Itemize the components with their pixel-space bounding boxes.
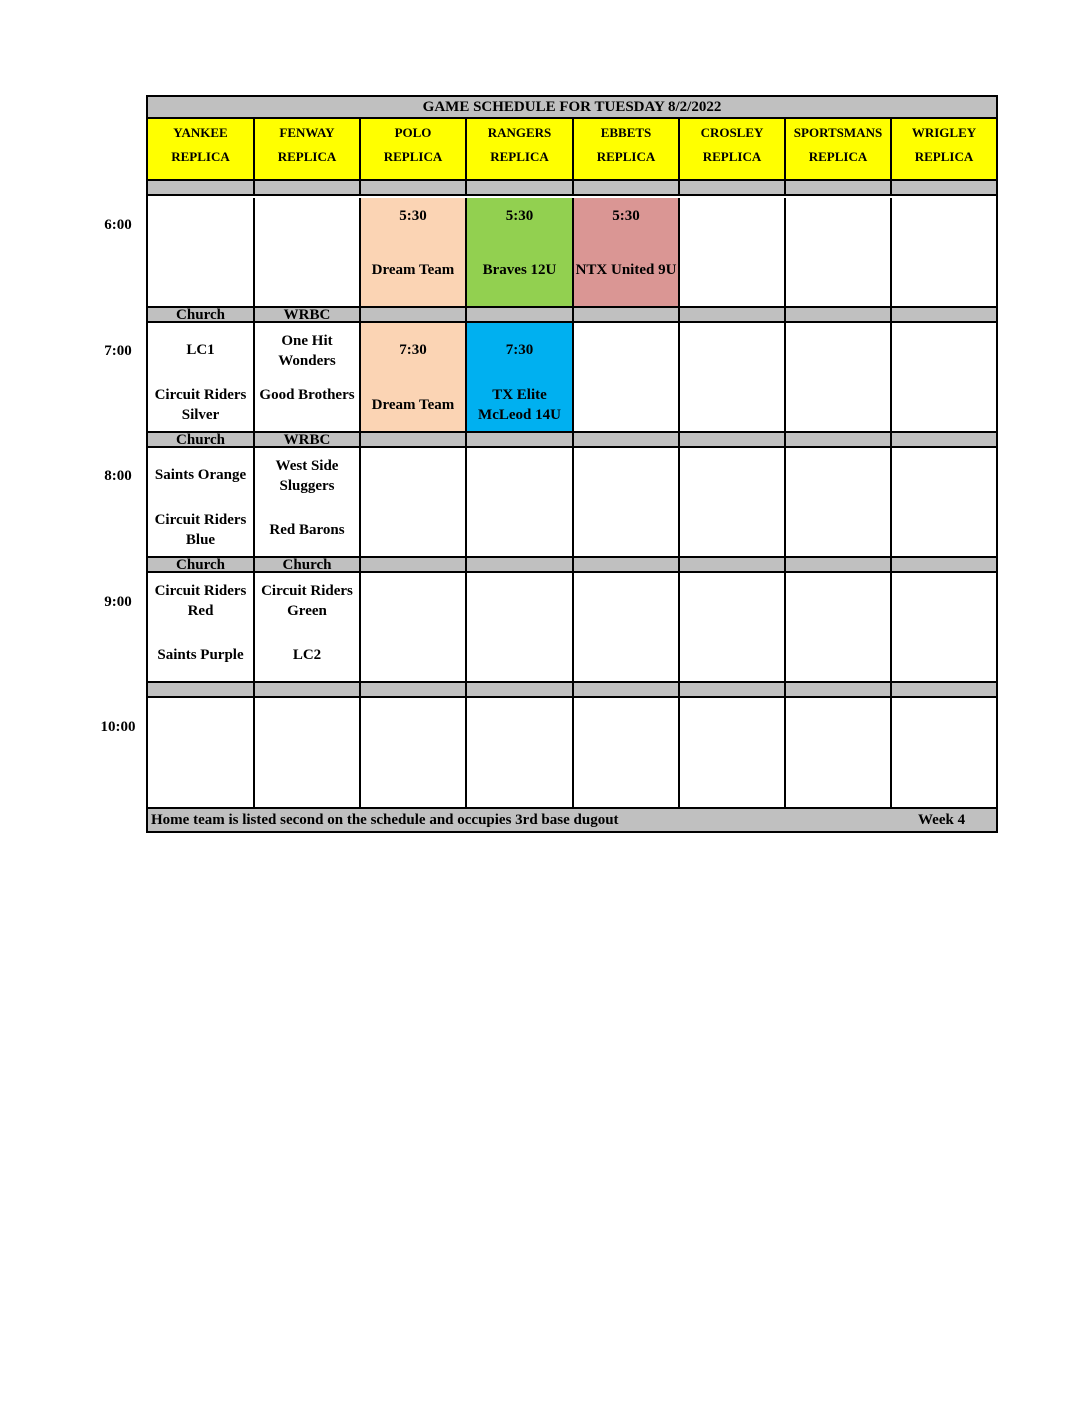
separator-cell — [574, 181, 680, 196]
separator-cell: Church — [148, 308, 255, 323]
separator-cell — [255, 181, 361, 196]
time-label-6: 6:00 — [104, 217, 132, 233]
separator-cell — [892, 433, 996, 448]
slot-wrigley-7 — [892, 323, 996, 433]
slot-crosley-6 — [680, 198, 786, 308]
team-name: Saints Orange — [154, 467, 247, 483]
team-name: NTX United 9U — [575, 262, 677, 278]
slot-wrigley-6 — [892, 198, 996, 308]
slot-fenway-9 — [255, 573, 361, 683]
separator-cell — [574, 433, 680, 448]
slot-fenway-10 — [255, 698, 361, 809]
time-label-10: 10:00 — [100, 719, 136, 735]
separator-cell — [892, 308, 996, 323]
separator-cell — [680, 683, 786, 698]
field-sub: REPLICA — [490, 149, 549, 164]
slot-polo-10 — [361, 698, 467, 809]
field-header-crosley — [680, 119, 786, 181]
team-name: Circuit Riders Green — [261, 583, 353, 619]
slot-sportsmans-7 — [786, 323, 892, 433]
field-name: POLO — [394, 125, 432, 140]
separator-cell — [148, 683, 255, 698]
team-name: Good Brothers — [259, 387, 355, 403]
team-name: LC1 — [186, 342, 215, 358]
slot-crosley-9 — [680, 573, 786, 683]
slot-rangers-6 — [467, 198, 574, 308]
slot-crosley-10 — [680, 698, 786, 809]
slot-yankee-6 — [148, 198, 255, 308]
separator-cell: WRBC — [255, 433, 361, 448]
schedule-table — [146, 95, 998, 833]
team-name: West Side Sluggers — [275, 458, 339, 494]
game-time: 5:30 — [399, 208, 427, 224]
field-name: WRIGLEY — [911, 125, 977, 140]
time-label-9: 9:00 — [104, 594, 132, 610]
separator-cell — [361, 433, 467, 448]
separator-cell — [361, 308, 467, 323]
field-sub: REPLICA — [596, 149, 656, 164]
separator-cell — [574, 308, 680, 323]
field-name: RANGERS — [487, 125, 552, 140]
separator-cell: Church — [148, 558, 255, 573]
field-header-rangers — [467, 119, 574, 181]
separator-cell — [892, 558, 996, 573]
slot-yankee-8 — [148, 448, 255, 558]
separator-cell: Church — [148, 433, 255, 448]
separator-cell — [680, 308, 786, 323]
slot-crosley-8 — [680, 448, 786, 558]
team-name: Red Barons — [269, 522, 345, 538]
game-time: 5:30 — [612, 208, 640, 224]
field-sub: REPLICA — [383, 149, 443, 164]
team-name: LC2 — [292, 647, 322, 663]
game-time: 5:30 — [505, 208, 534, 224]
separator-cell — [467, 308, 574, 323]
field-sub: REPLICA — [277, 149, 337, 164]
separator-cell — [892, 683, 996, 698]
separator-cell — [467, 558, 574, 573]
field-header-sportsmans — [786, 119, 892, 181]
field-sub: REPLICA — [914, 149, 974, 164]
team-name: Saints Purple — [157, 647, 244, 663]
separator-cell — [786, 181, 892, 196]
field-name: EBBETS — [600, 125, 652, 140]
slot-sportsmans-10 — [786, 698, 892, 809]
team-name: Circuit Riders Red — [154, 583, 247, 619]
team-name: Circuit Riders Blue — [154, 512, 247, 548]
schedule-title: GAME SCHEDULE FOR TUESDAY 8/2/2022 — [148, 97, 996, 119]
field-header-fenway — [255, 119, 361, 181]
slot-crosley-7 — [680, 323, 786, 433]
field-header-yankee — [148, 119, 255, 181]
slot-rangers-10 — [467, 698, 574, 809]
separator-cell — [892, 181, 996, 196]
slot-wrigley-10 — [892, 698, 996, 809]
slot-polo-6 — [361, 198, 467, 308]
separator-cell — [786, 683, 892, 698]
separator-cell — [467, 181, 574, 196]
team-name: Dream Team — [371, 397, 455, 413]
separator-cell — [255, 683, 361, 698]
slot-fenway-8 — [255, 448, 361, 558]
separator-cell — [361, 558, 467, 573]
slot-ebbets-7 — [574, 323, 680, 433]
separator-cell — [467, 433, 574, 448]
separator-cell — [680, 181, 786, 196]
separator-cell — [680, 558, 786, 573]
field-name: SPORTSMANS — [793, 125, 883, 140]
separator-cell — [467, 683, 574, 698]
slot-fenway-6 — [255, 198, 361, 308]
team-name: One Hit Wonders — [278, 333, 336, 369]
slot-yankee-9 — [148, 573, 255, 683]
slot-ebbets-6 — [574, 198, 680, 308]
time-label-8: 8:00 — [104, 468, 132, 484]
slot-ebbets-9 — [574, 573, 680, 683]
slot-rangers-7 — [467, 323, 574, 433]
footer-bar — [148, 809, 996, 831]
field-name: YANKEE — [173, 125, 228, 140]
field-header-ebbets — [574, 119, 680, 181]
slot-fenway-7 — [255, 323, 361, 433]
separator-cell: WRBC — [255, 308, 361, 323]
home-team-note: Home team is listed second on the schedule and occupies 3rd base dugout — [151, 812, 619, 828]
slot-sportsmans-6 — [786, 198, 892, 308]
week-label: Week 4 — [918, 812, 966, 828]
separator-cell — [361, 181, 467, 196]
slot-rangers-9 — [467, 573, 574, 683]
separator-cell — [786, 308, 892, 323]
separator-cell — [574, 683, 680, 698]
game-time: 7:30 — [505, 342, 534, 358]
separator-cell: Church — [255, 558, 361, 573]
separator-cell — [574, 558, 680, 573]
separator-cell — [680, 433, 786, 448]
separator-cell — [786, 558, 892, 573]
field-sub: REPLICA — [702, 149, 762, 164]
field-name: FENWAY — [279, 125, 335, 140]
slot-ebbets-10 — [574, 698, 680, 809]
field-sub: REPLICA — [171, 149, 230, 164]
team-name: Circuit Riders Silver — [154, 387, 247, 423]
field-sub: REPLICA — [808, 149, 868, 164]
slot-wrigley-9 — [892, 573, 996, 683]
slot-sportsmans-8 — [786, 448, 892, 558]
slot-polo-7 — [361, 323, 467, 433]
slot-polo-8 — [361, 448, 467, 558]
slot-polo-9 — [361, 573, 467, 683]
slot-wrigley-8 — [892, 448, 996, 558]
separator-cell — [786, 433, 892, 448]
separator-cell — [361, 683, 467, 698]
field-header-polo — [361, 119, 467, 181]
team-name: Dream Team — [371, 262, 455, 278]
slot-yankee-10 — [148, 698, 255, 809]
field-name: CROSLEY — [700, 125, 764, 140]
field-header-wrigley — [892, 119, 996, 181]
separator-cell — [148, 181, 255, 196]
slot-yankee-7 — [148, 323, 255, 433]
slot-sportsmans-9 — [786, 573, 892, 683]
team-name: TX Elite McLeod 14U — [478, 387, 561, 423]
slot-rangers-8 — [467, 448, 574, 558]
team-name: Braves 12U — [482, 262, 557, 278]
slot-ebbets-8 — [574, 448, 680, 558]
time-label-7: 7:00 — [104, 343, 132, 359]
game-time: 7:30 — [399, 342, 427, 358]
